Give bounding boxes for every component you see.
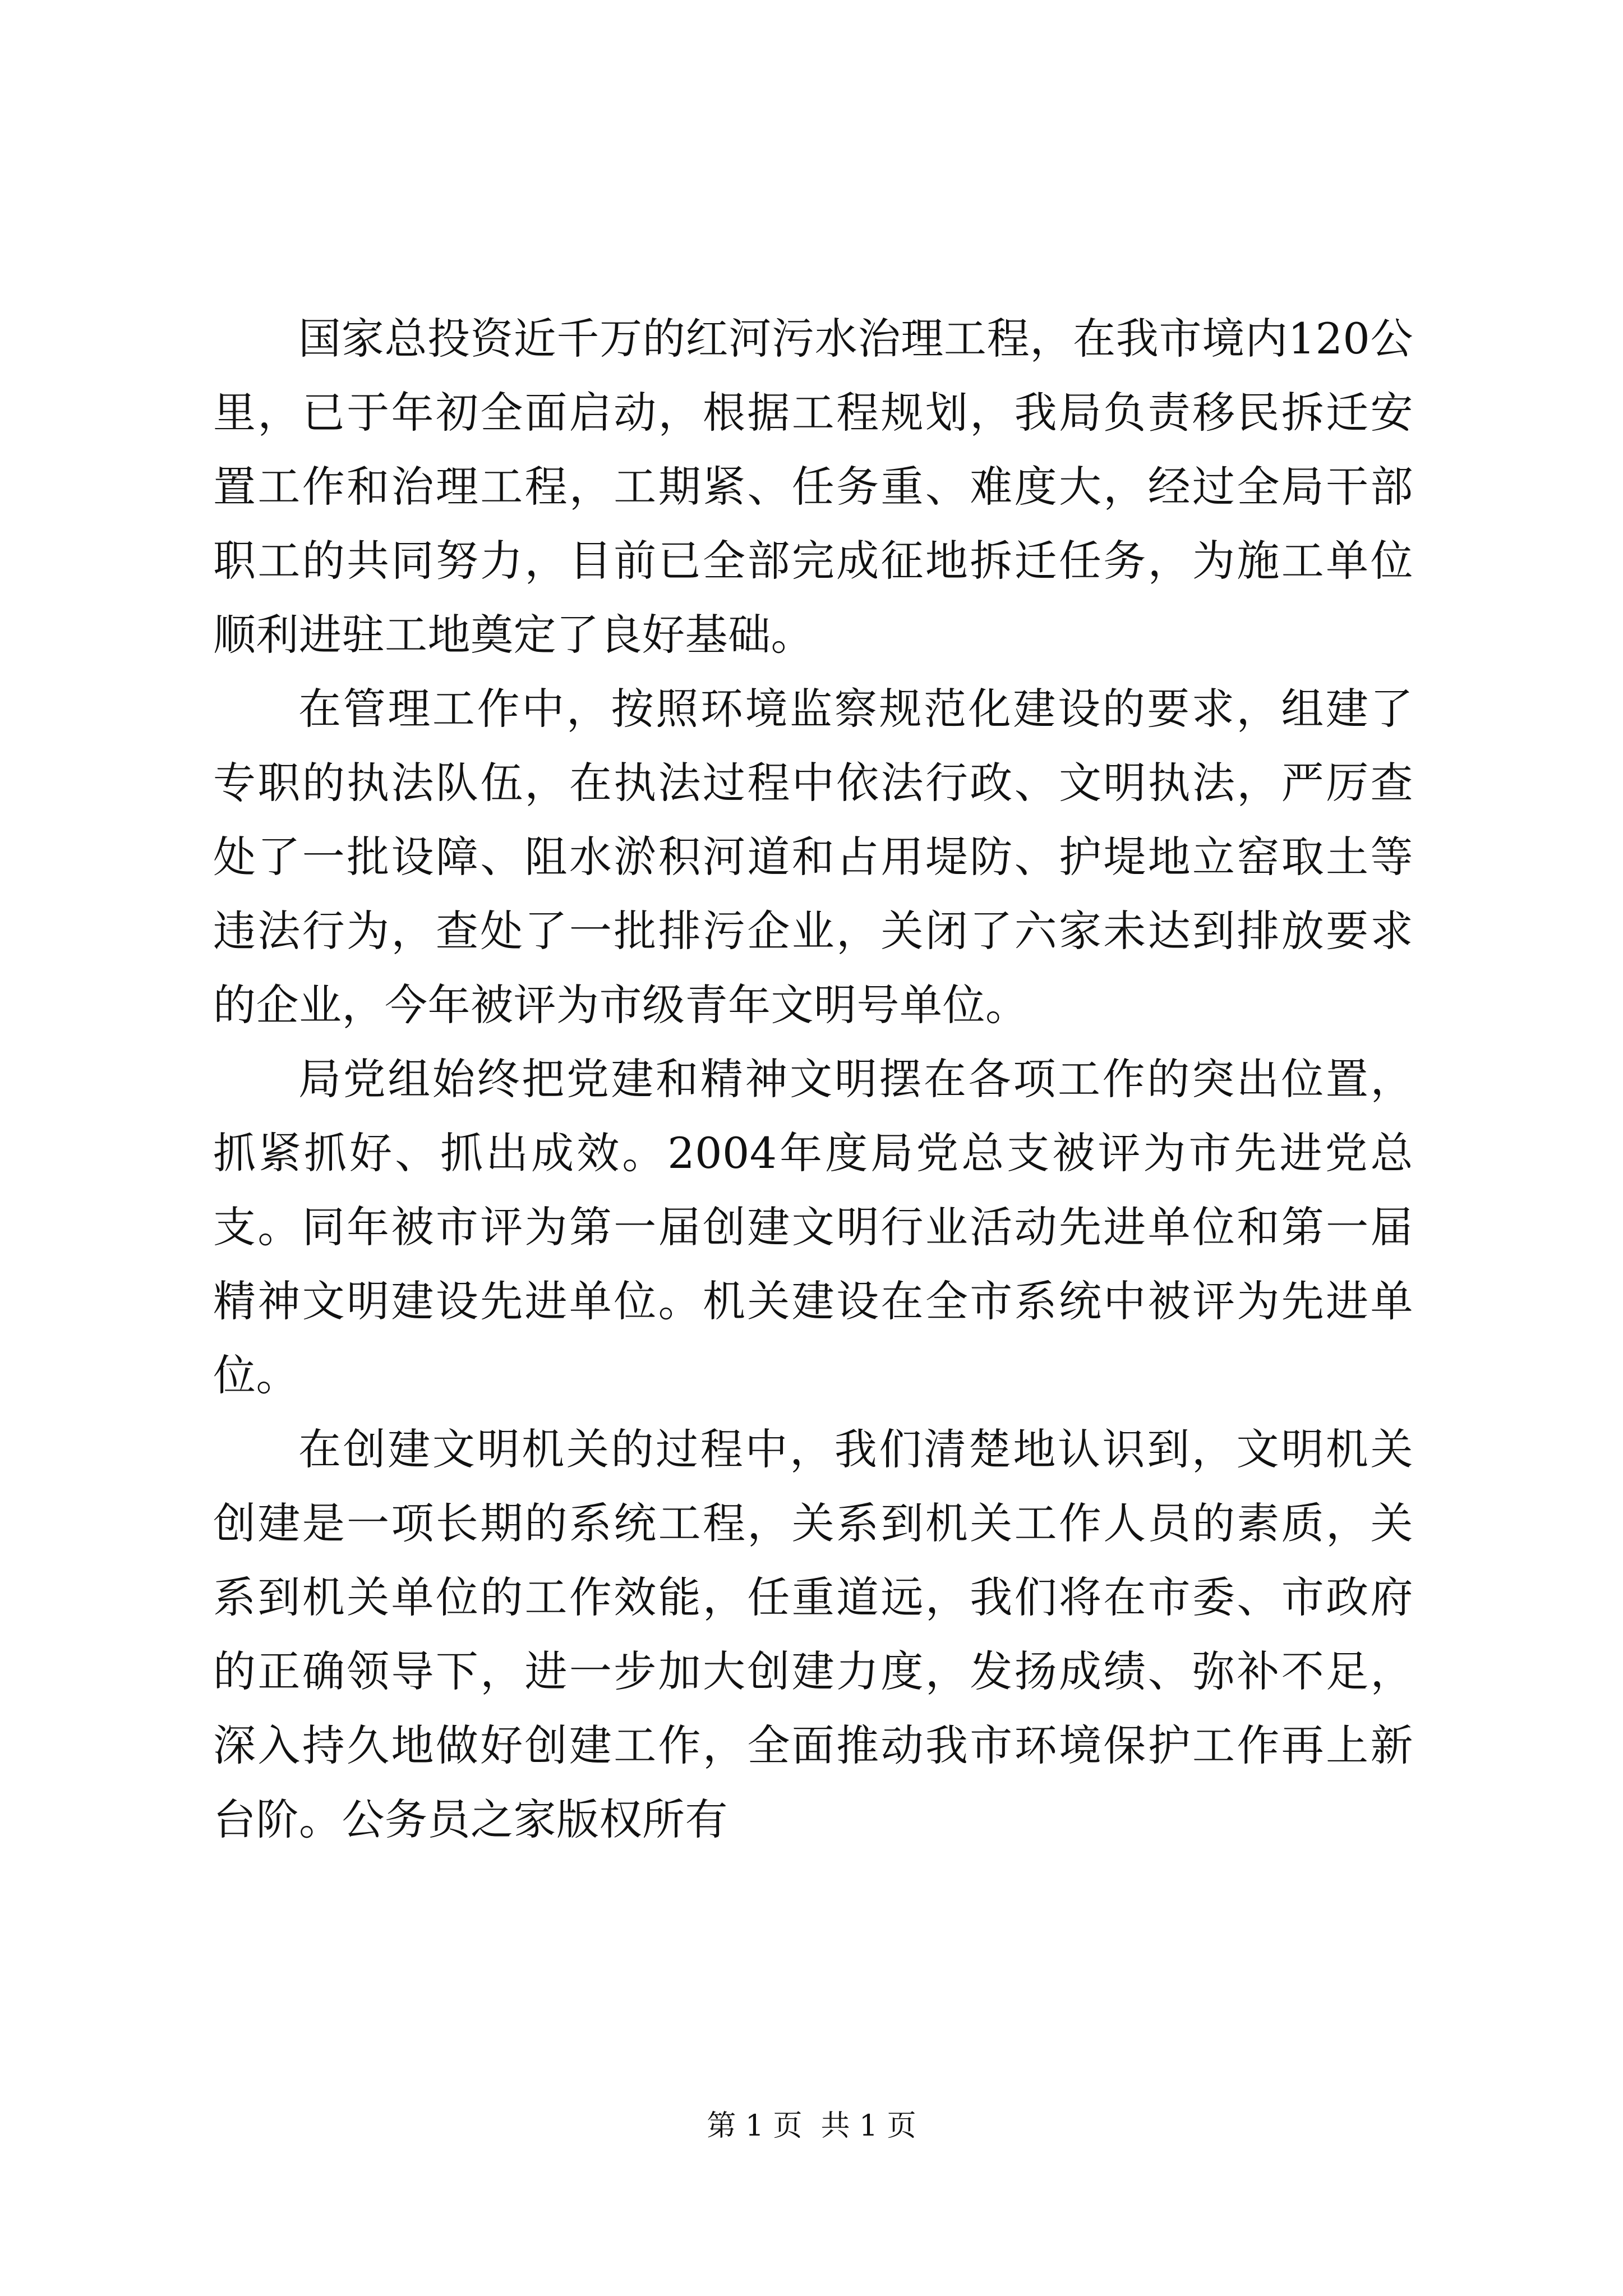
- paragraph-3: 局党组始终把党建和精神文明摆在各项工作的突出位置，抓紧抓好、抓出成效。2004年度局党总支被评为市先进党总支。同年被市评为第一届创建文明行业活动先进单位和第一届精神文明建设先进单位。机关建设在全市系统中被评为先进单位。: [213, 1054, 1413, 1400]
- paragraph-2: 在管理工作中，按照环境监察规范化建设的要求，组建了专职的执法队伍，在执法过程中依法行政、文明执法，严厉查处了一批设障、阻水淤积河道和占用堤防、护堤地立窑取土等违法行为，查处了一批排污企业，关闭了六家未达到排放要求的企业，今年被评为市级青年文明号单位。: [213, 684, 1413, 1030]
- page-footer: [0, 2106, 1623, 2146]
- paragraph-4: 在创建文明机关的过程中，我们清楚地认识到，文明机关创建是一项长期的系统工程，关系到机关工作人员的素质，关系到机关单位的工作效能，任重道远，我们将在市委、市政府的正确领导下，进一步加大创建力度，发扬成绩、弥补不足，深入持久地做好创建工作，全面推动我市环境保护工作再上新台阶。公务员之家版权所有: [213, 1424, 1413, 1844]
- paragraph-1: 国家总投资近千万的红河污水治理工程，在我市境内120公里，已于年初全面启动，根据工程规划，我局负责移民拆迁安置工作和治理工程，工期紧、任务重、难度大，经过全局干部职工的共同努力，目前已全部完成征地拆迁任务，为施工单位顺利进驻工地奠定了良好基础。: [213, 314, 1413, 660]
- page-number-label: 第 1 页 共 1 页: [707, 2109, 916, 2143]
- document-body: [213, 302, 1413, 1857]
